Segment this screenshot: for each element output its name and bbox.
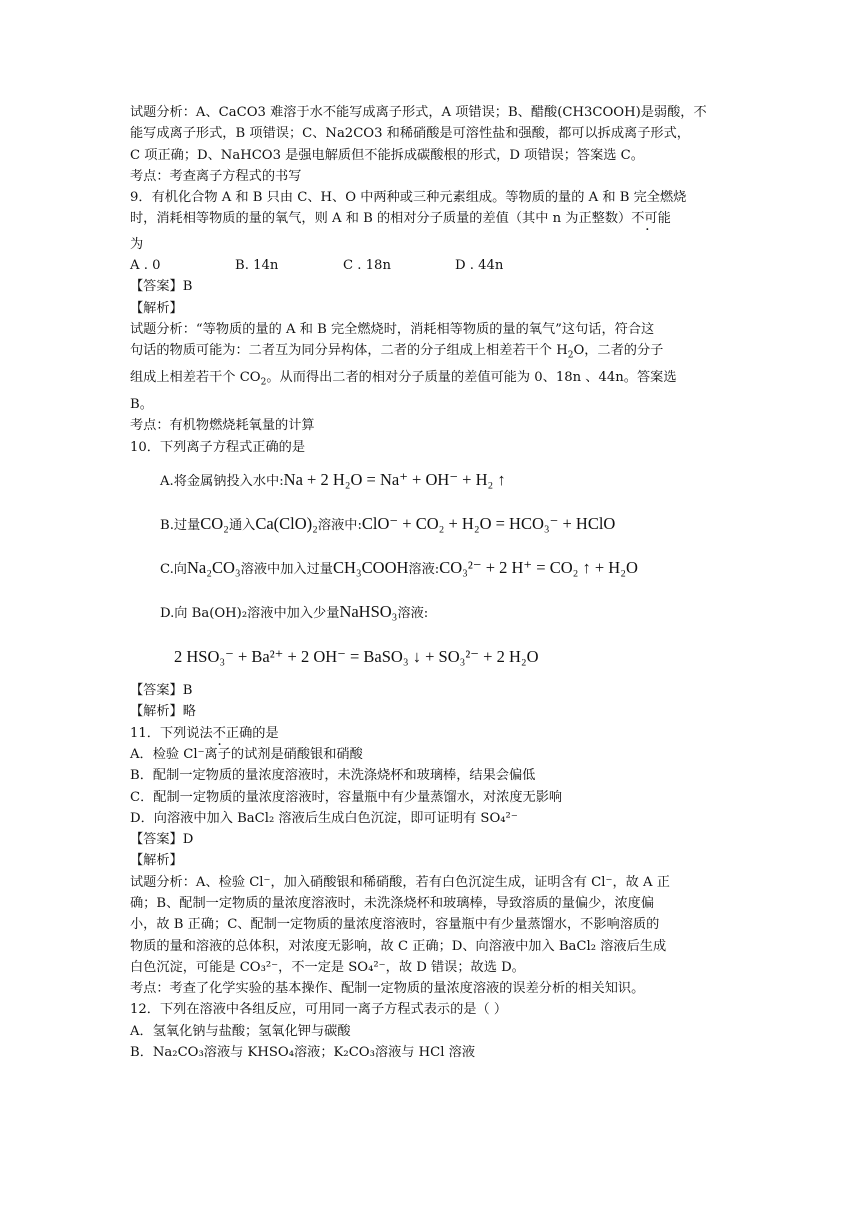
q10-option-c: C.向Na₂CO₃溶液中加入过量CH₃COOH溶液:CO₃²⁻ + 2 H⁺ = CO₂ ↑ + H₂O xyxy=(160,558,638,578)
q9-option-d: D . 44n xyxy=(455,258,504,274)
q9-analysis-line: 试题分析：“等物质的量的 A 和 B 完全燃烧时，消耗相等物质的量的氧气”这句话，符合这 xyxy=(130,321,655,337)
q9-analysis-line: 组成上相差若干个 $CO_2$。从而得出二者的相对分子质量的差值可能为 0、18n 、44n。答案选 xyxy=(130,370,677,388)
q9-analysis-line: 句话的物质可能为：二者互为同分异构体，二者的分子组成上相差若干个 $H_2O$，二者的分子 xyxy=(130,343,664,361)
q10-stem: 10．下列离子方程式正确的是 xyxy=(130,439,306,455)
q9-analysis-heading: 【解析】 xyxy=(130,300,183,316)
q11-analysis-heading: 【解析】 xyxy=(130,853,183,869)
q12-stem: 12．下列在溶液中各组反应，可用同一离子方程式表示的是（ ） xyxy=(130,1002,508,1018)
q12-option-a: A．氢氧化钠与盐酸；氢氧化钾与碳酸 xyxy=(130,1023,351,1039)
q8-analysis-line: 能写成离子形式，B 项错误；C、Na2CO3 和稀硝酸是可溶性盐和强酸，都可以拆成离子形式， xyxy=(130,126,690,142)
q8-analysis-line: 试题分析：A、CaCO3 难溶于水不能写成离子形式，A 项错误；B、醋酸(CH3COOH)是弱酸，不 xyxy=(130,105,707,120)
q11-option-c: C．配制一定物质的量浓度溶液时，容量瓶中有少量蒸馏水，对浓度无影响 xyxy=(130,789,563,805)
q9-stem: 为 xyxy=(130,236,144,252)
q11-analysis-line: 试题分析：A、检验 Cl⁻，加入硝酸银和稀硝酸，若有白色沉淀生成，证明含有 Cl⁻，故 A 正 xyxy=(130,874,670,890)
q10-option-b: B.过量CO₂通入Ca(ClO)₂溶液中:ClO⁻ + CO₂ + H₂O = HCO₃⁻ + HClO xyxy=(160,514,616,534)
q9-option-c: C . 18n xyxy=(343,258,391,274)
emphasis-text: 不 xyxy=(212,725,226,741)
q10-option-d: D.向 Ba(OH)₂溶液中加入少量NaHSO₃溶液: xyxy=(160,602,429,622)
q9-knowledge-point: 考点：有机物燃烧耗氧量的计算 xyxy=(130,418,315,434)
q9-stem: 9．有机化合物 A 和 B 只由 C、H、O 中两种或三种元素组成。等物质的量的 A 和 B 完全燃烧 xyxy=(130,190,687,206)
equation: ClO⁻ + CO₂ + H₂O = HCO₃⁻ + HClO xyxy=(361,514,616,534)
q11-analysis-line: 小，故 B 正确；C、配制一定物质的量浓度溶液时，容量瓶中有少量蒸馏水，不影响溶质的 xyxy=(130,917,660,933)
q11-knowledge-point: 考点：考查了化学实验的基本操作、配制一定物质的量浓度溶液的误差分析的相关知识。 xyxy=(130,981,645,997)
q8-analysis-line: C 项正确；D、NaHCO3 是强电解质但不能拆成碳酸根的形式，D 项错误；答案选 C。 xyxy=(130,147,644,163)
q11-analysis-line: 确；B、配制一定物质的量浓度溶液时，未洗涤烧杯和玻璃棒，导致溶质的量偏少，浓度偏 xyxy=(130,896,654,911)
q9-stem: 时，消耗相等物质的量的氧气，则 A 和 B 的相对分子质量的差值（其中 n 为正整数）不可能 xyxy=(130,211,671,227)
q9-options xyxy=(130,255,735,276)
q10-analysis-heading: 【解析】略 xyxy=(130,704,196,720)
document-page xyxy=(130,102,735,1063)
q11-option-b: B．配制一定物质的量浓度溶液时，未洗涤烧杯和玻璃棒，结果会偏低 xyxy=(130,768,536,784)
q9-answer: 【答案】B xyxy=(130,279,193,295)
q9-option-a: A . 0 xyxy=(130,258,161,274)
equation: CO₃²⁻ + 2 H⁺ = CO₂ ↑ + H₂O xyxy=(439,558,638,578)
q9-option-b: B. 14n xyxy=(235,258,279,274)
q11-option-d: D．向溶液中加入 BaCl₂ 溶液后生成白色沉淀，即可证明有 SO₄²⁻ xyxy=(130,810,518,826)
q11-analysis-line: 物质的量和溶液的总体积，对浓度无影响，故 C 正确；D、向溶液中加入 BaCl₂ 溶液后生成 xyxy=(130,938,667,954)
q8-knowledge-point: 考点：考查离子方程式的书写 xyxy=(130,168,302,184)
equation: 2 HSO₃⁻ + Ba²⁺ + 2 OH⁻ = BaSO₃ ↓ + SO₃²⁻ + 2 H₂O xyxy=(174,647,539,667)
q10-answer: 【答案】B xyxy=(130,683,193,699)
q11-option-a: A．检验 Cl⁻离子的试剂是硝酸银和硝酸 xyxy=(130,746,363,762)
q11-answer: 【答案】D xyxy=(130,832,194,848)
q12-option-b: B．Na₂CO₃溶液与 KHSO₄溶液；K₂CO₃溶液与 HCl 溶液 xyxy=(130,1045,476,1061)
emphasis-text: 不可能 xyxy=(631,211,671,227)
q11-analysis-line: 白色沉淀，可能是 CO₃²⁻，不一定是 SO₄²⁻，故 D 错误；故选 D。 xyxy=(130,959,525,975)
q9-analysis-line: B。 xyxy=(130,397,153,413)
equation: Na + 2 H₂O = Na⁺ + OH⁻ + H₂ ↑ xyxy=(283,470,506,490)
q11-stem: 11．下列说法不正确的是 xyxy=(130,725,279,741)
q10-option-a: A.将金属钠投入水中:Na + 2 H₂O = Na⁺ + OH⁻ + H₂ ↑ xyxy=(160,470,506,490)
